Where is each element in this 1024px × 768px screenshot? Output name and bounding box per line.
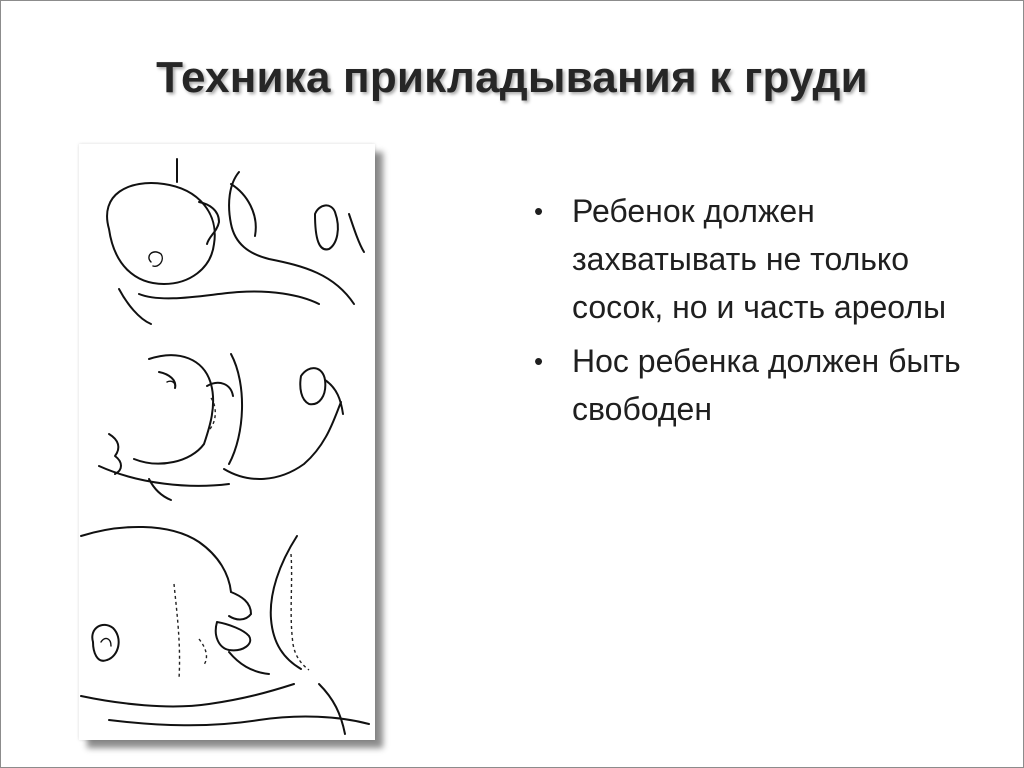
bullet-item — [534, 337, 974, 433]
slide-title: Техника прикладывания к груди — [156, 53, 868, 102]
bullet-text: Нос ребенка должен быть свободен — [572, 343, 961, 427]
illustration-panel-approach — [107, 159, 364, 324]
breastfeeding-illustration — [79, 144, 375, 740]
bullet-dot-icon: • — [534, 196, 544, 226]
illustration-panel-latching — [99, 354, 343, 500]
illustration-panel-close-up — [81, 527, 369, 734]
latch-sequence-drawing — [79, 144, 375, 740]
bullet-list — [534, 187, 974, 439]
bullet-item — [534, 187, 974, 331]
bullet-text: Ребенок должен захватывать не только сосок, но и часть ареолы — [572, 193, 947, 325]
bullet-dot-icon: • — [534, 346, 544, 376]
